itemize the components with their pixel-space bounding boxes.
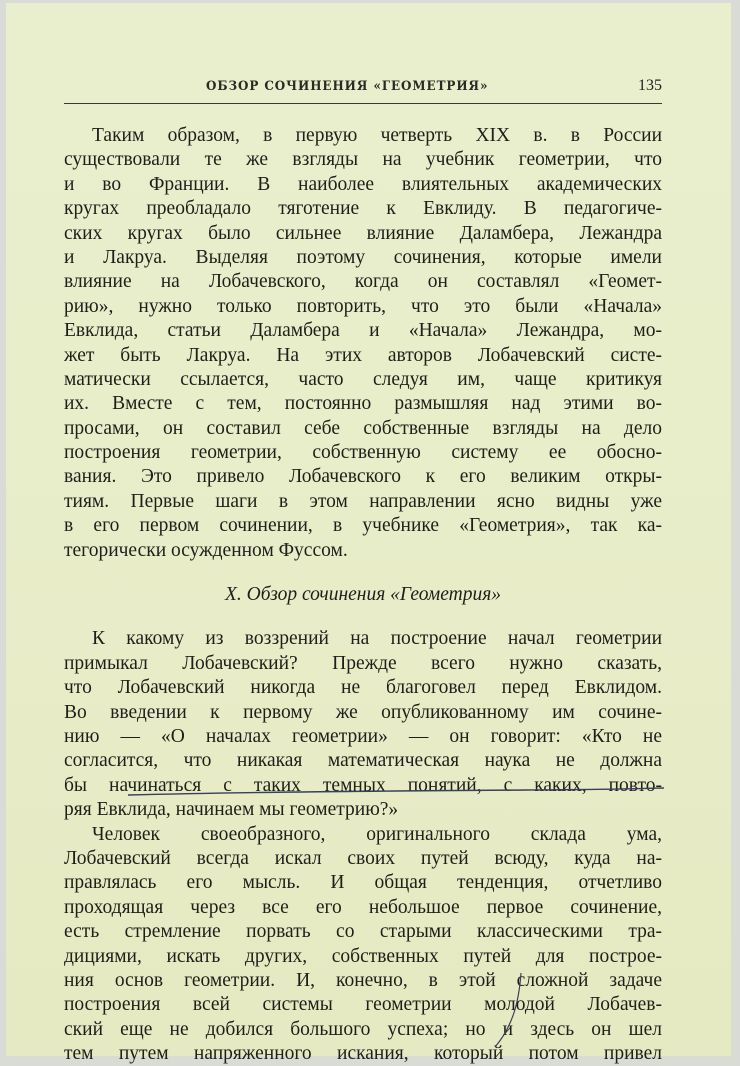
- text-line: ских кругах было сильнее влияние Даламбера, Лежандра: [64, 222, 662, 244]
- text-line: нию — «О началах геометрии» — он говорит: «Кто не: [64, 725, 662, 747]
- running-title: ОБЗОР СОЧИНЕНИЯ «ГЕОМЕТРИЯ»: [206, 79, 489, 94]
- text-line: тиям. Первые шаги в этом направлении ясно видны уже: [64, 490, 662, 512]
- header-rule: [64, 103, 662, 104]
- text-line: бы начинаться с таких темных понятий, с каких, повто-: [64, 774, 662, 796]
- text-line: в его первом сочинении, в учебнике «Геометрия», так ка-: [64, 515, 662, 537]
- text-line: проходящая через все его небольшое первое сочинение,: [64, 896, 662, 918]
- text-line: кругах преобладало тяготение к Евклиду. В педагогиче-: [64, 198, 662, 220]
- text-line: и во Франции. В наиболее влиятельных академических: [64, 173, 662, 195]
- text-line: матически ссылается, часто следуя им, чаще критикуя: [64, 368, 662, 390]
- text-line: Лобачевский всегда искал своих путей всюду, куда на-: [64, 847, 662, 869]
- text-line: тегорически осужденном Фуссом.: [64, 539, 348, 561]
- text-line: дициями, искать других, собственных путей для построе-: [64, 945, 662, 967]
- section-heading: X. Обзор сочинения «Геометрия»: [224, 584, 502, 606]
- text-line: вания. Это привело Лобачевского к его великим откры-: [64, 466, 662, 488]
- text-line: Таким образом, в первую четверть XIX в. в России: [92, 125, 662, 146]
- text-line: согласится, что никакая математическая наука не должна: [64, 750, 662, 772]
- page-header: [206, 75, 662, 97]
- pen-underline-mark: [126, 786, 666, 798]
- text-line: существовали те же взгляды на учебник геометрии, что: [64, 149, 662, 171]
- page-number: 135: [638, 77, 662, 94]
- book-page: [6, 3, 731, 1065]
- text-line: ния основ геометрии. И, конечно, в этой сложной задаче: [64, 969, 662, 991]
- text-line: просами, он составил себе собственные взгляды на дело: [64, 417, 662, 439]
- text-line: их. Вместе с тем, постоянно размышляя над этими во-: [64, 393, 662, 415]
- paragraph-1: [64, 124, 662, 563]
- text-line: построения всей системы геометрии молодой Лобачев-: [64, 994, 662, 1016]
- text-line: есть стремление порвать со старыми классическими тра-: [64, 921, 662, 943]
- text-line: примыкал Лобачевский? Прежде всего нужно сказать,: [64, 652, 662, 674]
- pen-stroke-mark: [491, 971, 531, 1051]
- text-line: жет быть Лакруа. На этих авторов Лобачевский систе-: [64, 344, 662, 366]
- text-line: Человек своеобразного, оригинального склада ума,: [92, 823, 662, 845]
- text-line: построения геометрии, собственную систему ее обосно-: [64, 442, 662, 464]
- text-line: ский еще не добился большого успеха; но и здесь он шел: [64, 1018, 662, 1040]
- text-line: тем путем напряженного искания, который потом привел: [64, 1043, 662, 1065]
- text-line: ряя Евклида, начинаем мы геометрию?»: [64, 799, 399, 821]
- text-line: К какому из воззрений на построение начал геометрии: [92, 628, 662, 650]
- text-line: и Лакруа. Выделяя поэтому сочинения, которые имели: [64, 246, 662, 268]
- text-line: рию», нужно только повторить, что это были «Начала»: [64, 295, 662, 317]
- text-line: что Лобачевский никогда не благоговел перед Евклидом.: [64, 677, 662, 699]
- text-line: Евклида, статьи Даламбера и «Начала» Лежандра, мо-: [64, 320, 662, 342]
- paragraph-3: [64, 823, 662, 1066]
- text-line: правлялась его мысль. И общая тенденция, отчетливо: [64, 872, 662, 894]
- text-line: Во введении к первому же опубликованному им сочине-: [64, 701, 662, 723]
- body-text: [64, 124, 662, 1066]
- text-line: влияние на Лобачевского, когда он составлял «Геомет-: [64, 271, 662, 293]
